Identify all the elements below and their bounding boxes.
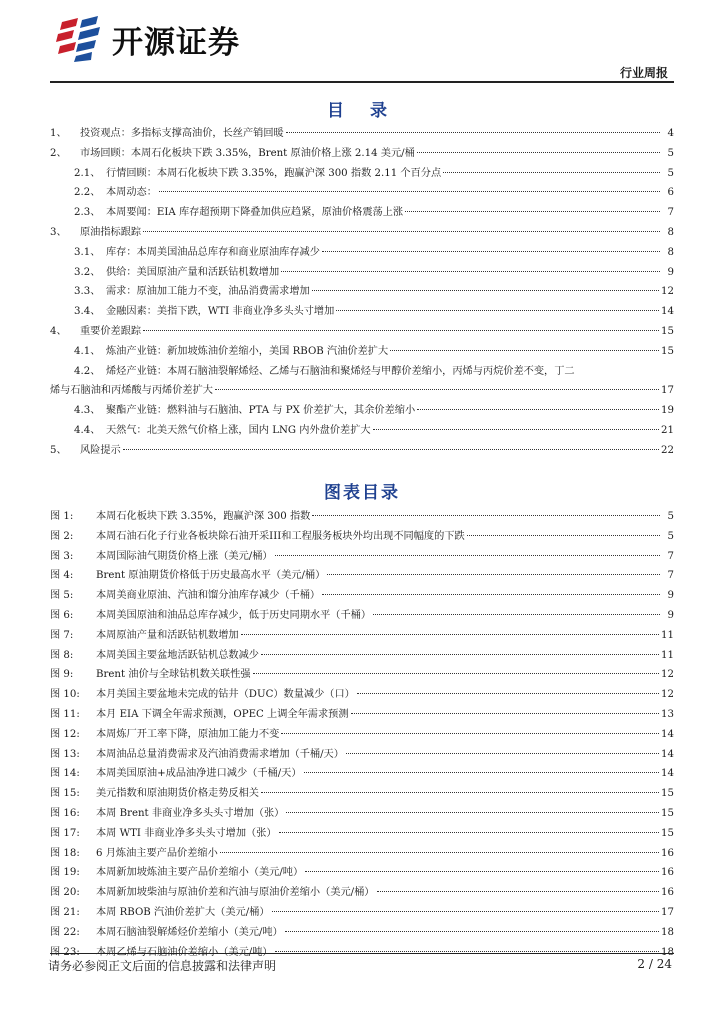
leader-dots [286,812,659,813]
toc-entry-text: 炼油产业链：新加坡炼油价差缩小，美国 RBOB 汽油价差扩大 [106,345,389,357]
figure-entry-number: 图 1: [50,511,74,522]
toc-entry-text: 需求：原油加工能力不变，油品消费需求增加 [106,286,310,298]
leader-dots [286,132,660,133]
report-type-label: 行业周报 [619,66,668,80]
figure-entry[interactable] [50,626,674,646]
figure-entry-number: 图 12: [50,728,80,740]
toc-entry-number: 4.1、 [74,345,101,357]
figure-entry-text: 本周 Brent 非商业净多头头寸增加（张） [96,807,285,819]
leader-dots [417,409,659,410]
figure-entry-page: 16 [661,867,674,879]
figure-entry-page: 11 [661,649,674,661]
figure-entry-page: 12 [661,689,674,701]
figure-entry[interactable] [50,586,674,606]
toc-entry-number: 2.3、 [74,207,101,219]
figure-entry-text: 6 月炼油主要产品价差缩小 [96,847,218,859]
figure-entry-page: 7 [667,570,674,582]
figure-entry[interactable] [50,606,674,626]
toc-entry-text: 供给：美国原油产量和活跃钻机数增加 [106,266,280,278]
figure-entry[interactable] [50,547,674,567]
figure-entry[interactable] [50,725,674,745]
toc-entry-page: 5 [667,167,674,179]
figure-entry-number: 图 18: [50,847,80,859]
toc-entry-number: 2.2、 [74,187,101,199]
toc-entry[interactable] [50,183,674,203]
figure-entry-text: Brent 油价与全球钻机数关联性强 [96,669,251,681]
figure-entry-page: 15 [661,807,674,819]
figure-entry-text: 本周 RBOB 汽油价差扩大（美元/桶） [96,906,270,918]
footer-page-number: 2 / 24 [637,957,672,971]
toc-entry[interactable] [50,263,674,283]
toc-entry-number: 5、 [50,444,67,456]
toc-entry-page: 5 [667,147,674,159]
figure-entry-number: 图 6: [50,609,74,621]
leader-dots [272,911,660,912]
leader-dots [305,871,659,872]
leader-dots [377,891,660,892]
toc-entry-text: 金融因素：美指下跌，WTI 非商业净多头头寸增加 [106,306,335,318]
toc-entry-page: 21 [661,424,674,436]
leader-dots [336,310,659,311]
leader-dots [281,733,659,734]
toc-entry-page: 19 [661,405,674,417]
toc-entry-text: 本周动态： [106,187,157,199]
leader-dots [143,330,659,331]
leader-dots [351,713,659,714]
figure-entry-page: 14 [661,768,674,780]
toc-entry-number: 3、 [50,226,67,238]
toc-entry-number: 2.1、 [74,167,101,179]
figure-entry[interactable] [50,784,674,804]
toc-entry-text: 风险提示 [80,444,121,456]
leader-dots [275,951,659,952]
figure-entry[interactable] [50,507,674,527]
figure-entry-number: 图 22: [50,926,80,938]
toc-entry[interactable] [50,342,674,362]
company-logo [56,16,240,62]
leader-dots [143,231,660,232]
toc-entry-page: 4 [667,128,674,139]
leader-dots [123,449,659,450]
figure-entry[interactable] [50,764,674,784]
toc-entry-page: 14 [661,306,674,318]
figure-entry-text: 美元指数和原油期货价格走势反相关 [96,788,259,800]
figure-entry-page: 7 [667,550,674,562]
toc-entry-page: 17 [661,385,674,397]
toc-entry-text: 天然气：北美天然气价格上涨，国内 LNG 内外盘价差扩大 [106,424,371,436]
figure-entry-page: 14 [661,728,674,740]
toc-entry[interactable] [50,203,674,223]
toc-entry[interactable] [50,243,674,263]
figure-entry-number: 图 11: [50,708,80,720]
toc-entry[interactable] [50,282,674,302]
figure-entry-text: 本周美国原油和油品总库存减少，低于历史同期水平（千桶） [96,609,372,621]
toc-entry-number: 4、 [50,325,67,337]
table-of-contents [50,124,674,461]
toc-entry-page: 15 [661,325,674,337]
figure-entry-number: 图 4: [50,570,74,582]
figure-entry-text: 本月美国主要盆地未完成的钻井（DUC）数量减少（口） [96,689,355,701]
figure-entry[interactable] [50,705,674,725]
figure-entry-page: 18 [661,926,674,938]
figure-entry-text: 本周油品总量消费需求及汽油消费需求增加（千桶/天） [96,748,344,760]
toc-entry[interactable] [50,124,674,144]
toc-entry-page: 15 [661,345,674,357]
figure-entry-text: 本周美国原油+成品油净进口减少（千桶/天） [96,768,302,780]
leader-dots [261,792,659,793]
figure-entry-page: 12 [661,669,674,681]
logo-text: 开源证券 [112,24,240,61]
footer-divider [50,953,674,954]
figure-entry-number: 图 17: [50,827,80,839]
figure-entry-number: 图 10: [50,689,80,701]
figure-entry-page: 16 [661,887,674,899]
leader-dots [443,172,660,173]
figure-entry-page: 5 [667,530,674,542]
figure-entry-number: 图 13: [50,748,80,760]
page-header [0,0,724,84]
toc-entry[interactable] [50,401,674,421]
leader-dots [312,290,659,291]
toc-title: 目 录 [327,101,397,121]
figure-entry-text: 本周石油石化子行业各板块除石油开采III和工程服务板块外均出现不同幅度的下跌 [96,530,465,542]
toc-entry-page: 22 [661,444,674,456]
leader-dots [346,753,659,754]
figure-entry-text: 本周原油产量和活跃钻机数增加 [96,629,239,641]
toc-entry[interactable] [50,421,674,441]
figure-entry-text: 本周新加坡炼油主要产品价差缩小（美元/吨） [96,867,304,879]
figure-entry-page: 15 [661,788,674,800]
toc-entry-text: 市场回顾：本周石化板块下跌 3.35%，Brent 原油价格上涨 2.14 美元/桶 [80,147,415,159]
figure-entry-page: 9 [667,590,674,602]
figure-entry[interactable] [50,646,674,666]
toc-entry-number: 4.3、 [74,405,101,417]
figure-entry[interactable] [50,566,674,586]
toc-entry-page: 9 [667,266,674,278]
figure-entry[interactable] [50,745,674,765]
figure-entry-number: 图 21: [50,906,80,918]
toc-entry-number: 1、 [50,128,67,139]
figure-entry-page: 11 [661,629,674,641]
figure-entry-text: 本周 WTI 非商业净多头头寸增加（张） [96,827,277,839]
leader-dots [285,931,659,932]
figure-entry[interactable] [50,685,674,705]
leader-dots [467,535,660,536]
toc-entry-text: 本周要闻：EIA 库存超预期下降叠加供应趋紧，原油价格震荡上涨 [106,207,404,219]
figure-entry[interactable] [50,527,674,547]
figure-entry-text: 本周石化板块下跌 3.35%，跑赢沪深 300 指数 [96,511,311,522]
figure-entry-page: 14 [661,748,674,760]
leader-dots [312,515,660,516]
leader-dots [220,852,659,853]
header-divider [50,81,674,83]
figure-entry-page: 16 [661,847,674,859]
toc-entry-page: 6 [667,187,674,199]
toc-entry[interactable] [50,144,674,164]
figure-entry-number: 图 8: [50,649,74,661]
leader-dots [373,614,660,615]
figure-entry[interactable] [50,844,674,864]
figure-entry-text: 本周新加坡柴油与原油价差和汽油与原油价差缩小（美元/桶） [96,887,375,899]
figure-entry-text: 本周炼厂开工率下降，原油加工能力不变 [96,728,280,740]
toc-entry-text: 投资观点：多指标支撑高油价，长丝产销回暖 [80,128,284,139]
leader-dots [215,389,659,390]
toc-entry-number: 3.3、 [74,286,101,298]
toc-entry-text: 聚酯产业链：燃料油与石脑油、PTA 与 PX 价差扩大，其余价差缩小 [106,405,416,417]
figure-entry-number: 图 5: [50,590,74,602]
figure-entry[interactable] [50,903,674,923]
figure-entry[interactable] [50,923,674,943]
leader-dots [241,634,659,635]
figure-entry-number: 图 16: [50,807,80,819]
leader-dots [261,654,659,655]
leader-dots [417,152,660,153]
figure-entry-number: 图 7: [50,629,74,641]
leader-dots [253,673,660,674]
toc-entry[interactable] [50,223,674,243]
toc-entry-number: 3.1、 [74,246,101,258]
toc-entry[interactable] [50,302,674,322]
figure-entry-number: 图 20: [50,887,80,899]
leader-dots [322,251,660,252]
toc-entry-text: 重要价差跟踪 [80,325,142,337]
figure-entry[interactable] [50,665,674,685]
figure-entry-number: 图 19: [50,867,80,879]
figure-entry-number: 图 9: [50,669,74,681]
figure-entry-text: Brent 原油期货价格低于历史最高水平（美元/桶） [96,570,326,582]
toc-entry[interactable] [50,362,674,402]
figure-entry-page: 9 [667,609,674,621]
leader-dots [304,772,660,773]
figure-entry[interactable] [50,883,674,903]
toc-entry[interactable] [50,322,674,342]
footer-disclaimer: 请务必参阅正文后面的信息披露和法律声明 [48,959,277,973]
figure-entry-text: 本周国际油气期货价格上涨（美元/桶） [96,550,273,562]
figure-entry-text: 本周美商业原油、汽油和馏分油库存减少（千桶） [96,590,321,602]
figure-entry-text: 本月 EIA 下调全年需求预测，OPEC 上调全年需求预测 [96,708,349,720]
figure-entry-page: 13 [661,708,674,720]
figure-entry-number: 图 15: [50,788,80,800]
toc-entry-number: 4.4、 [74,424,101,436]
leader-dots [279,832,659,833]
figure-entry-number: 图 2: [50,530,74,542]
toc-entry-text: 行情回顾：本周石化板块下跌 3.35%，跑赢沪深 300 指数 2.11 个百分点 [106,167,442,179]
toc-entry-number: 3.2、 [74,266,101,278]
toc-entry-text-line2: 烯与石脑油和丙烯酸与丙烯价差扩大 [50,385,213,397]
figure-entry-number: 图 3: [50,550,74,562]
figures-title: 图表目录 [324,483,400,503]
logo-mark-icon [56,16,106,62]
figure-entry[interactable] [50,824,674,844]
leader-dots [390,350,659,351]
toc-entry-number: 4.2、 [74,365,101,377]
figure-list [50,507,674,962]
leader-dots [322,594,660,595]
figure-entry-text: 本周美国主要盆地活跃钻机总数减少 [96,649,259,661]
toc-entry-number: 3.4、 [74,306,101,318]
toc-entry-page: 12 [661,286,674,298]
toc-entry-page: 8 [667,226,674,238]
figure-entry-text: 本周石脑油裂解烯烃价差缩小（美元/吨） [96,926,283,938]
toc-entry[interactable] [50,441,674,461]
toc-entry[interactable] [50,164,674,184]
toc-entry-page: 7 [667,207,674,219]
toc-entry-text: 原油指标跟踪 [80,226,142,238]
toc-entry-text-line1: 烯烃产业链：本周石脑油裂解烯烃、乙烯与石脑油和聚烯烃与甲醇价差缩小，丙烯与丙烷价差不变，丁二 [106,365,575,377]
leader-dots [327,574,660,575]
figure-entry-page: 5 [667,511,674,522]
leader-dots [405,211,660,212]
leader-dots [373,429,659,430]
figure-entry[interactable] [50,804,674,824]
toc-entry-text: 库存：本周美国油品总库存和商业原油库存减少 [106,246,320,258]
figure-entry[interactable] [50,863,674,883]
leader-dots [275,555,660,556]
leader-dots [357,693,659,694]
toc-entry-number: 2、 [50,147,67,159]
leader-dots [159,191,660,192]
figure-entry-page: 15 [661,827,674,839]
figure-entry-page: 17 [661,906,674,918]
figure-entry-number: 图 14: [50,768,80,780]
toc-entry-page: 8 [667,246,674,258]
leader-dots [281,271,660,272]
